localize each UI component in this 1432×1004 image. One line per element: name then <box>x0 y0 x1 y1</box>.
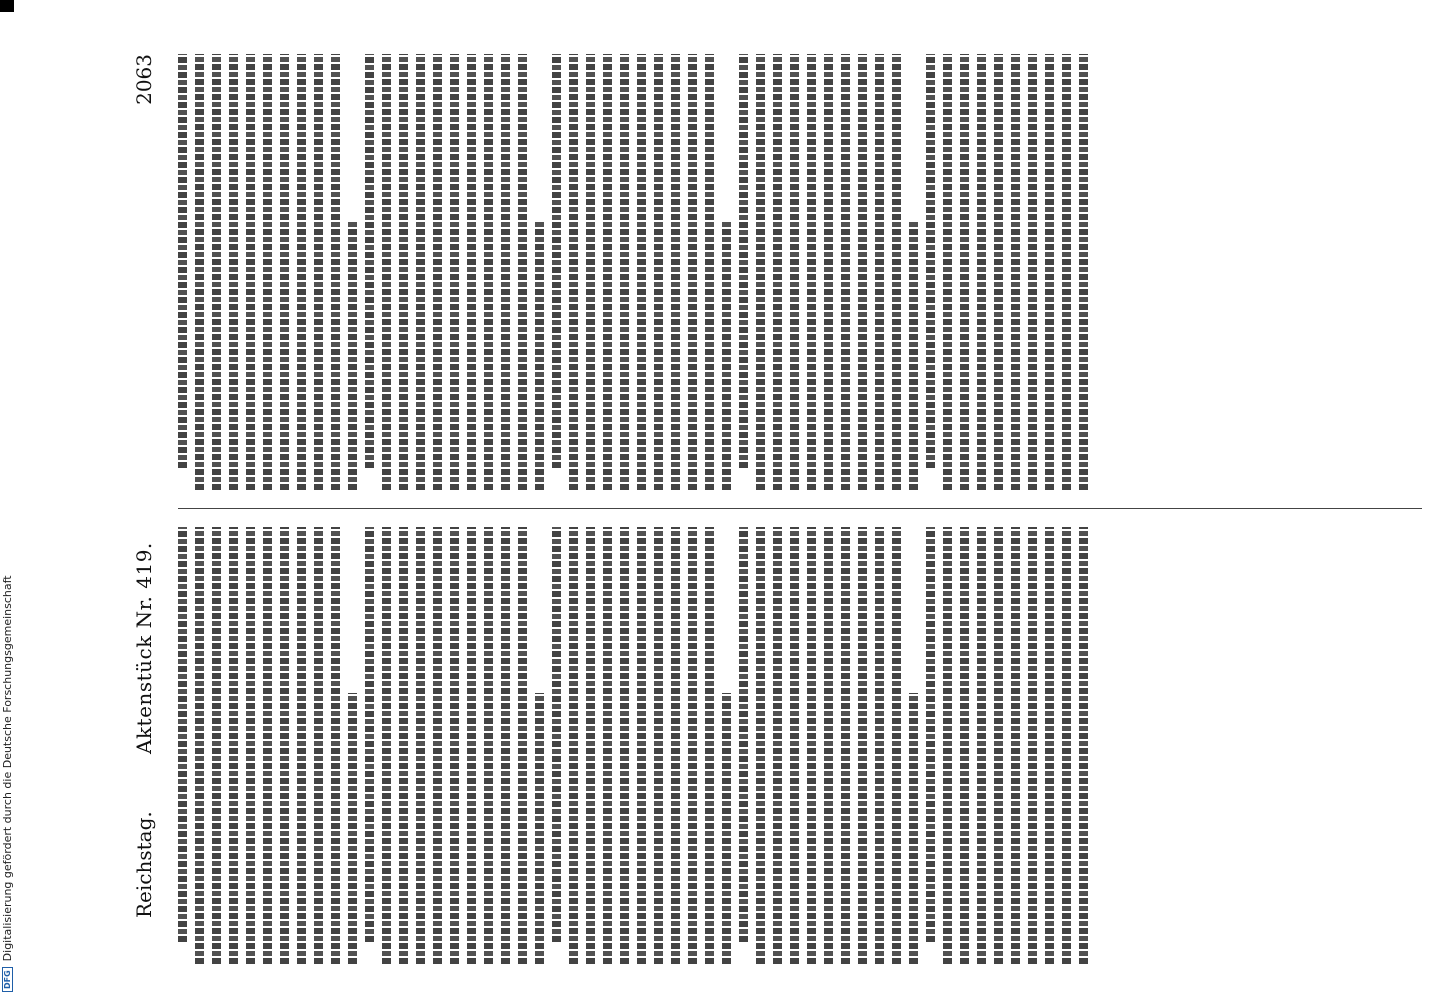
text-line-placeholder <box>535 220 544 491</box>
text-line-placeholder <box>195 54 204 491</box>
text-line-placeholder <box>671 54 680 491</box>
text-line-placeholder <box>688 528 697 965</box>
text-line-placeholder <box>365 528 374 943</box>
text-line-placeholder <box>229 54 238 491</box>
text-line-placeholder <box>297 54 306 491</box>
text-line-placeholder <box>722 220 731 491</box>
text-line-placeholder <box>178 54 187 469</box>
text-line-placeholder <box>484 54 493 491</box>
text-line-placeholder <box>756 528 765 965</box>
text-line-placeholder <box>960 54 969 491</box>
text-line-placeholder <box>297 528 306 965</box>
page-number: 2063 <box>132 54 156 105</box>
text-line-placeholder <box>875 54 884 491</box>
text-line-placeholder <box>1028 528 1037 965</box>
text-line-placeholder <box>620 528 629 965</box>
text-line-placeholder <box>331 528 340 965</box>
text-line-placeholder <box>229 528 238 965</box>
text-line-placeholder <box>399 528 408 965</box>
text-line-placeholder <box>943 528 952 965</box>
text-line-placeholder <box>824 528 833 965</box>
text-line-placeholder <box>280 54 289 491</box>
text-line-placeholder <box>603 54 612 491</box>
text-line-placeholder <box>586 54 595 491</box>
text-line-placeholder <box>671 528 680 965</box>
running-head <box>120 14 168 1004</box>
dfg-logo: DFG <box>2 967 13 992</box>
text-line-placeholder <box>688 54 697 491</box>
text-line-placeholder <box>382 54 391 491</box>
text-line-placeholder <box>467 528 476 965</box>
text-line-placeholder <box>450 528 459 965</box>
text-line-placeholder <box>756 54 765 491</box>
text-line-placeholder <box>212 54 221 491</box>
text-line-placeholder <box>212 528 221 965</box>
text-line-placeholder <box>501 54 510 491</box>
text-line-placeholder <box>1062 528 1071 965</box>
text-line-placeholder <box>637 54 646 491</box>
text-line-placeholder <box>892 54 901 491</box>
text-line-placeholder <box>552 54 561 469</box>
text-line-placeholder <box>994 528 1003 965</box>
running-head-center: Aktenstück Nr. 419. <box>132 542 156 754</box>
column-rule <box>178 509 1422 510</box>
text-line-placeholder <box>739 54 748 469</box>
text-line-placeholder <box>739 528 748 943</box>
text-line-placeholder <box>722 693 731 964</box>
text-line-placeholder <box>909 693 918 964</box>
digitization-credit <box>0 0 14 1000</box>
text-line-placeholder <box>569 54 578 491</box>
text-line-placeholder <box>943 54 952 491</box>
text-line-placeholder <box>960 528 969 965</box>
text-line-placeholder <box>348 220 357 491</box>
text-line-placeholder <box>1062 54 1071 491</box>
text-line-placeholder <box>841 54 850 491</box>
text-line-placeholder <box>1045 528 1054 965</box>
text-line-placeholder <box>705 54 714 491</box>
text-line-placeholder <box>382 528 391 965</box>
text-line-placeholder <box>280 528 289 965</box>
text-line-placeholder <box>926 528 935 943</box>
text-line-placeholder <box>195 528 204 965</box>
text-columns <box>178 54 1422 964</box>
text-line-placeholder <box>875 528 884 965</box>
text-line-placeholder <box>586 528 595 965</box>
text-line-placeholder <box>773 528 782 965</box>
text-line-placeholder <box>535 693 544 964</box>
text-line-placeholder <box>331 54 340 491</box>
text-line-placeholder <box>603 528 612 965</box>
text-line-placeholder <box>841 528 850 965</box>
text-line-placeholder <box>892 528 901 965</box>
text-line-placeholder <box>926 54 935 469</box>
text-line-placeholder <box>178 528 187 943</box>
text-line-placeholder <box>977 54 986 491</box>
digitization-credit-text: Digitalisierung gefördert durch die Deutsche Forschungsgemeinschaft <box>0 575 14 962</box>
text-line-placeholder <box>858 528 867 965</box>
text-line-placeholder <box>994 54 1003 491</box>
right-column <box>178 54 1422 491</box>
running-head-left: Reichstag. <box>132 811 156 918</box>
text-line-placeholder <box>790 528 799 965</box>
text-line-placeholder <box>909 220 918 491</box>
text-line-placeholder <box>620 54 629 491</box>
text-line-placeholder <box>824 54 833 491</box>
text-line-placeholder <box>705 528 714 965</box>
text-line-placeholder <box>263 54 272 491</box>
text-line-placeholder <box>433 528 442 965</box>
left-column <box>178 528 1422 965</box>
text-line-placeholder <box>416 528 425 965</box>
text-line-placeholder <box>263 528 272 965</box>
text-line-placeholder <box>314 54 323 491</box>
text-line-placeholder <box>977 528 986 965</box>
text-line-placeholder <box>858 54 867 491</box>
text-line-placeholder <box>416 54 425 491</box>
text-line-placeholder <box>246 528 255 965</box>
text-line-placeholder <box>552 528 561 943</box>
text-line-placeholder <box>1011 54 1020 491</box>
text-line-placeholder <box>501 528 510 965</box>
text-line-placeholder <box>518 54 527 491</box>
text-line-placeholder <box>518 528 527 965</box>
text-line-placeholder <box>807 528 816 965</box>
text-line-placeholder <box>773 54 782 491</box>
scanned-page <box>120 14 1432 1004</box>
text-line-placeholder <box>654 54 663 491</box>
text-line-placeholder <box>467 54 476 491</box>
text-line-placeholder <box>654 528 663 965</box>
text-line-placeholder <box>569 528 578 965</box>
text-line-placeholder <box>450 54 459 491</box>
text-line-placeholder <box>1011 528 1020 965</box>
text-line-placeholder <box>807 54 816 491</box>
text-line-placeholder <box>1079 528 1088 965</box>
text-line-placeholder <box>365 54 374 469</box>
text-line-placeholder <box>790 54 799 491</box>
text-line-placeholder <box>1079 54 1088 491</box>
text-line-placeholder <box>484 528 493 965</box>
text-line-placeholder <box>1045 54 1054 491</box>
text-line-placeholder <box>637 528 646 965</box>
text-line-placeholder <box>1028 54 1037 491</box>
text-line-placeholder <box>433 54 442 491</box>
text-line-placeholder <box>399 54 408 491</box>
text-line-placeholder <box>348 693 357 964</box>
text-line-placeholder <box>246 54 255 491</box>
text-line-placeholder <box>314 528 323 965</box>
